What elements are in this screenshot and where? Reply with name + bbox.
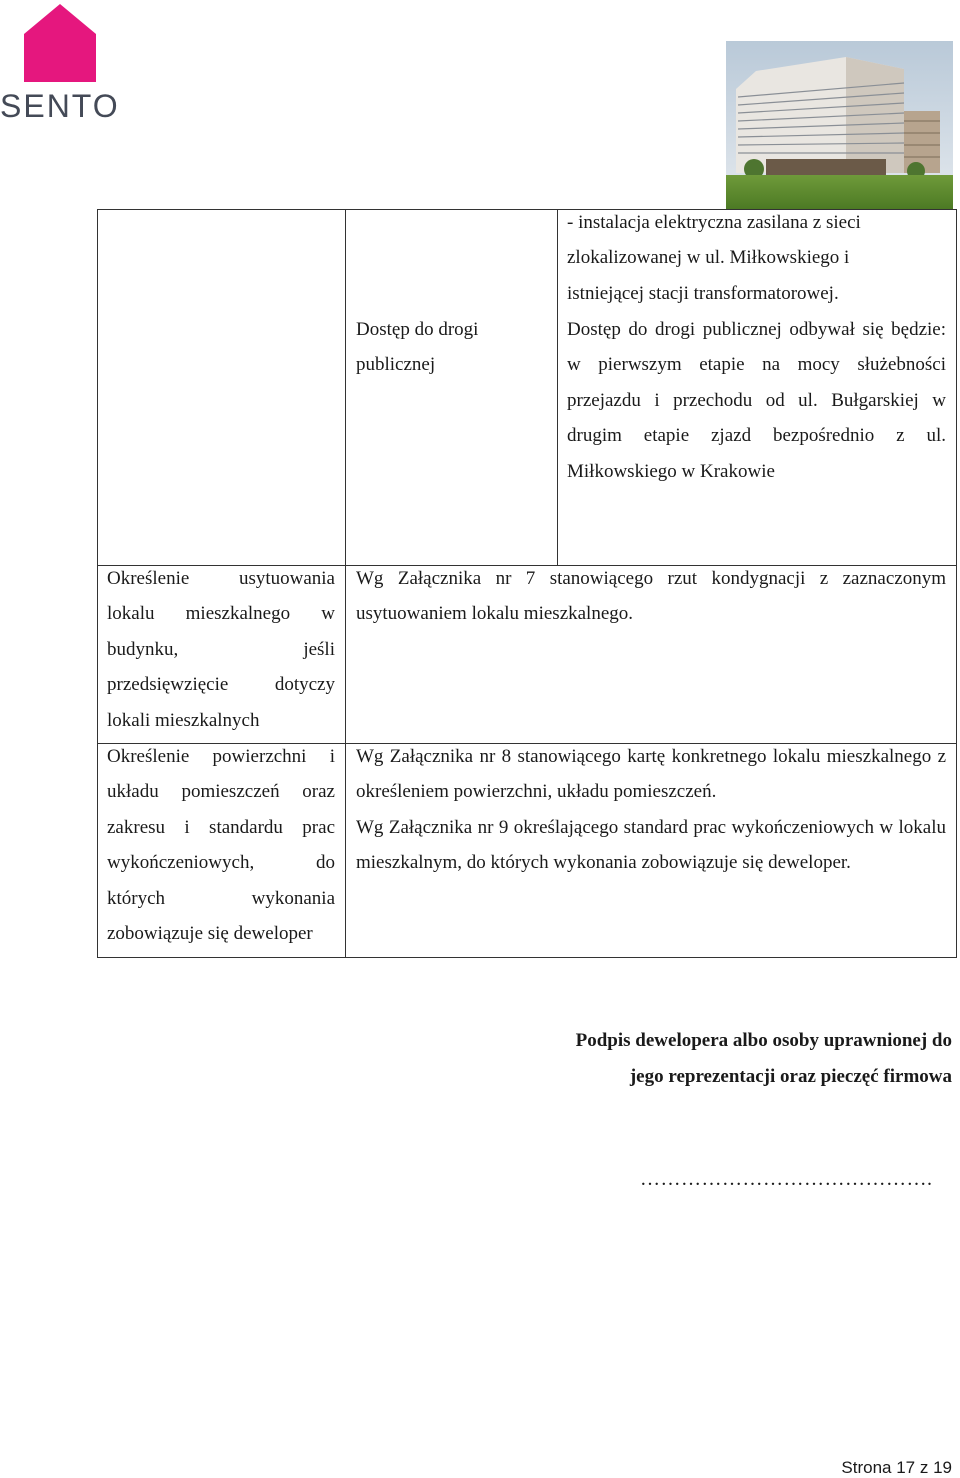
annex-8-text: Wg Załącznika nr 8 stanowiącego kartę konkretnego lokalu mieszkalnego z określeniem powierzchni, układu pomieszczeń.	[356, 746, 946, 803]
apartment-location-label: Określenie usytuowania lokalu mieszkalnego w budynku, jeśli przedsięwzięcie dotyczy lokali mieszkalnych	[107, 568, 335, 731]
table-left-line	[97, 209, 98, 958]
table-col1-line	[345, 209, 346, 958]
table-col2-line	[557, 209, 558, 565]
logo-text: SENTO	[0, 88, 120, 124]
public-road-access-text: Dostęp do drogi publicznej odbywał się będzie: w pierwszym etapie na mocy służebności przejazdu i przechodu od ul. Bułgarskiej w drugim etapie zjazd bezpośrednio z ul. Miłkowskiego w Krakowie	[567, 319, 946, 482]
area-and-finishing-label: Określenie powierzchni i układu pomieszczeń oraz zakresu i standardu prac wykończeniowych, do których wykonania zobowiązuje się deweloper	[107, 746, 335, 945]
table-right-line	[956, 209, 957, 958]
signature-dots: …………………………………….	[640, 1168, 933, 1190]
page-number: Strona 17 z 19	[841, 1458, 952, 1477]
public-road-access-label: Dostęp do drogi publicznej	[356, 319, 479, 376]
signature-line-1: Podpis dewelopera albo osoby uprawnionej do	[575, 1030, 952, 1051]
building-image	[726, 41, 953, 209]
electric-supply-text: - instalacja elektryczna zasilana z sieci zlokalizowanej w ul. Miłkowskiego i istniejącej stacji transformatorowej.	[567, 212, 861, 304]
signature-line-2: jego reprezentacji oraz pieczęć firmowa	[629, 1066, 952, 1087]
apartment-location-text: Wg Załącznika nr 7 stanowiącego rzut kondygnacji z zaznaczonym usytuowaniem lokalu mieszkalnego.	[356, 568, 946, 625]
annex-9-text: Wg Załącznika nr 9 określającego standard prac wykończeniowych w lokalu mieszkalnym, do których wykonania zobowiązuje się deweloper.	[356, 817, 946, 874]
table-bottom-line	[97, 957, 957, 958]
